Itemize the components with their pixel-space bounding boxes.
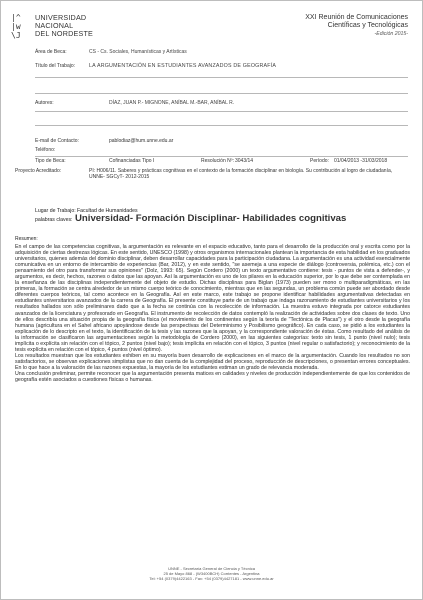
footer-line: 25 de Mayo 868 - (W3400BCH) Corrientes - Argentina <box>163 571 260 576</box>
university-line: NACIONAL <box>35 21 74 31</box>
unne-logo <box>11 14 33 40</box>
university-line: UNIVERSIDAD <box>35 13 87 22</box>
footer-line: Tel: +54 (0379)4422163 - Fax: +54 (0379)4427181 - www.unne.edu.ar <box>149 576 274 581</box>
project-value: PI: H006/11. Saberes y prácticas cognitivas en el contexto de la formación disciplinar en biología. Su contribución al logro de ciudadanía, UNNE- SGCyT- 2012-2015 <box>89 168 393 180</box>
workplace-row <box>35 208 138 214</box>
event-title-line: Científicas y Tecnológicas <box>327 22 408 30</box>
keywords-value: Universidad- Formación Disciplinar- Habilidades cognitivas <box>75 213 347 224</box>
beca-row <box>35 158 415 164</box>
logo-glyph: |^ <box>11 13 21 22</box>
abstract-body <box>15 244 410 383</box>
phone-row <box>35 147 55 153</box>
event-title <box>305 14 408 38</box>
university-line: DEL NORDESTE <box>35 29 94 39</box>
email-label: E-mail de Contacto: <box>35 138 79 144</box>
abstract-paragraph: Una conclusión preliminar, permite reconocer que la argumentación presenta matices en calidades y niveles de producción independientemente de que los contenidos de geografía estén asociados a cuestiones físicas o humanas. <box>15 370 410 384</box>
divider <box>35 111 408 112</box>
logo-glyph: \J <box>11 31 21 40</box>
divider <box>35 77 408 78</box>
email-value: pablodiaz@hum.unne.edu.ar <box>109 138 174 144</box>
workplace-value: Facultad de Humanidades <box>77 208 138 214</box>
divider <box>35 93 408 94</box>
tipo-value: Cofinanciadas Tipo I <box>109 158 155 164</box>
keywords-label: palabras claves: <box>35 217 73 223</box>
abstract-label: Resumen: <box>15 236 38 242</box>
periodo-label: Período: <box>310 158 329 164</box>
authors-label: Autores: <box>35 100 54 106</box>
resolucion-value: 3043/14 <box>235 158 254 164</box>
workplace-label: Lugar de Trabajo: <box>35 208 76 214</box>
phone-label: Teléfono: <box>35 147 56 153</box>
divider <box>35 156 408 157</box>
edition-label: -Edición 2015- <box>374 31 408 38</box>
authors-value: DÍAZ, JUAN P.- MIGNONE, ANÍBAL M.-BAR, ANÍBAL R. <box>109 100 235 106</box>
event-title-line: XXI Reunión de Comunicaciones <box>305 14 408 21</box>
resolucion-label: Resolución Nº: <box>201 158 234 164</box>
area-label: Área de Beca: <box>35 49 67 55</box>
footer-line: UNNE - Secretaría General de Ciencia y Técnica <box>168 566 255 571</box>
area-value: CS - Cs. Sociales, Humanísticas y Artísticas <box>89 49 187 55</box>
project-label: Proyecto Acreditado: <box>15 168 62 174</box>
logo-glyph: |w <box>11 22 21 31</box>
email-row <box>35 138 174 144</box>
university-name <box>35 14 93 39</box>
title-label: Título del Trabajo: <box>35 63 76 69</box>
page-footer <box>1 566 422 581</box>
abstract-paragraph: En el campo de las competencias cognitivas, la argumentación es relevante en el espacio educativo, tanto para el desarrollo de la producción oral y escrita como por la adquisición de ciertas destrezas lógicas. En este sentido, UNESCO (1998) y otros organismos internacionales plantean la importancia de esta habilidad en los graduados universitarios, quienes además del dominio disciplinar, deben desarrollar capacidades para la participación ciudadana. La argumentación es una actividad esencialmente comunicativa en un entorno de intercambio de experiencias (Bar, 2012), y en este sentido, "se asemeja a una especie de diálogo (controversia, polémica, etc.) con el pensamiento del otro para transformar sus opiniones" (Dolz, 1993: 65). Según Cordero (2000) un texto argumentativo contiene: tesis - puntos de vista a defender-, y argumentos, es decir, hechos, razones o datos que las apoyan. Así la argumentación es uno de los pilares en la educación superior, por lo que debe ser contemplada en la enseñanza de las disciplinas independientemente del objeto de estudio. Dichas disciplinas para Biglan (1973) pueden ser mono o multiparadigmáticas, en las primeras, la formación se centra alrededor de un mismo cuerpo teórico de conocimiento, mientras que en las segundas, un problema común puede ser abordado desde diferentes cuerpos teóricos, tal como acontece en la Geografía. Así en este marco, este trabajo se propone identificar habilidades argumentativas detectadas en estudiantes universitarios avanzados de la carrera de Geografía. El presente constituye parte de un trabajo que indaga razonamiento de estudiantes universitarios y los resultados hallados son sólo preliminares dado que a la fecha se continúa con la recolección de información. La muestra estuvo integrada por catorce estudiantes avanzados de la licenciatura y profesorado en Geografía. El instrumento de recolección de datos contempló la realización de actividades sobre dos clases de texto. Uno de ellos describía una situación propia de la geografía física (el movimiento de los continentes según la teoría de "Tectónica de Placas") y el otro desde la geografía humana (agricultura en el Sahel africano apoyándose desde las perspectivas del Determinismo y Posibilismo geográfico). En cada caso, se pidió a los estudiantes la explicación de lo descripto en el texto, la identificación de la tesis y las razones que la apoyan, y la correspondiente valoración de éstas. Como resultado del análisis de la información se clasificaron las argumentaciones según la metodología de Cordero (2000), en las siguientes categorías: texto sin tesis, 1 punto (nivel nulo); tesis implícita o explícita sin relación con el tópico, 2 puntos (nivel bajo); tesis implícita en relación con el tópico, 3 puntos (nivel regular o satisfactorio); y reconocimiento de la tesis explícita en relación con el tópico, 4 puntos (nivel óptimo). <box>15 244 410 353</box>
abstract-paragraph: Los resultados muestran que los estudiantes exhiben en su mayoría buen desarrollo de explicaciones en el marco de la argumentación. Cuando los resultados no son satisfactorios, se observan explicaciones simplistas que no dan cuenta de la complejidad del proceso, reproducción de descripciones, o presentan errores conceptuales. En lo que hace a la valoración de las razones expuestas, la mayoría de los estudiantes estiman un grado de relevancia moderada. <box>15 352 410 371</box>
title-value: LA ARGUMENTACIÓN EN ESTUDIANTES AVANZADOS DE GEOGRAFÍA <box>89 63 277 69</box>
tipo-label: Tipo de Beca: <box>35 158 66 164</box>
periodo-value: 01/04/2013 -31/03/2018 <box>334 158 388 164</box>
divider <box>35 125 408 126</box>
